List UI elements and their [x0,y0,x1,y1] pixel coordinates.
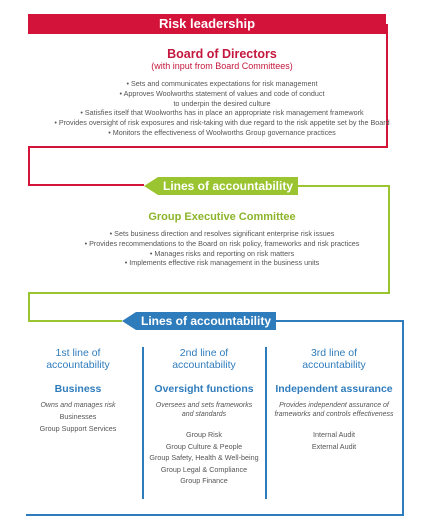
green-connector-tail [28,320,122,322]
board-bullet: • Approves Woolworths statement of values and code of conduct [119,88,325,98]
executive-bullet: • Manages risks and reporting on risk matters [149,248,295,258]
column-items [142,429,266,487]
column-description [142,401,266,419]
blue-connector-top [276,320,404,322]
risk-leadership-header: Risk leadership [28,14,386,34]
green-connector-bottom [28,292,390,294]
column-item: Group Culture & People [165,441,243,451]
column-item: Group Risk [186,430,222,439]
first-line-column [16,347,140,434]
second-line-column [142,347,266,487]
board-bullet: • Provides oversight of risk exposures and risk-taking with due regard to the risk appetite set by the Board [54,118,390,128]
red-connector-left [28,146,30,186]
column-item: Businesses [59,412,97,421]
column-heading-line: 2nd line of [179,347,229,359]
column-description-line: frameworks and controls effectiveness [274,411,394,418]
blue-connector-bottom [26,514,404,516]
board-subtitle: (with input from Board Committees) [151,61,293,71]
board-bullet: • Sets and communicates expectations for risk management [126,79,318,88]
column-heading-line: accountability [172,359,236,371]
red-connector-tail [28,184,144,186]
column-heading-line: accountability [302,359,366,371]
board-bullet: • Satisfies itself that Woolworths has in place an appropriate risk management framework [80,108,364,118]
executive-title: Group Executive Committee [148,211,296,223]
column-title: Independent assurance [275,383,393,395]
column-item: Internal Audit [313,430,355,439]
column-description-line: Owns and manages risk [40,402,116,409]
column-item: Group Support Services [39,423,117,433]
accountability-banner-blue: Lines of accountability [136,312,276,330]
column-item: Group Finance [180,476,228,485]
column-title: Business [54,383,102,395]
executive-bullet-list [0,229,444,268]
column-heading-line: accountability [46,359,110,371]
executive-bullet: • Provides recommendations to the Board on risk policy, frameworks and risk practices [84,238,360,248]
executive-bullet: • Sets business direction and resolves significant enterprise risk issues [109,229,335,238]
green-arrow-head [144,177,158,195]
board-bullet-list [0,79,444,138]
column-item: External Audit [311,441,357,451]
blue-connector-right [402,320,404,516]
column-description [16,401,140,410]
column-description-line: Oversees and sets frameworks [155,402,253,409]
column-items [16,411,140,434]
column-description [269,401,399,419]
third-line-column [269,347,399,452]
blue-arrow-head [122,312,136,330]
column-heading-line: 1st line of [55,347,101,359]
red-connector-bottom [28,146,388,148]
column-item: Group Legal & Compliance [160,464,248,474]
green-connector-left [28,292,30,322]
executive-bullet: • Implements effective risk management in the business units [124,258,320,268]
column-description-line: and standards [181,411,227,418]
column-items [269,429,399,452]
accountability-banner-green: Lines of accountability [158,177,298,195]
board-bullet: • Monitors the effectiveness of Woolworths Group governance practices [108,127,336,137]
board-bullet: to underpin the desired culture [173,98,271,108]
column-heading-line: 3rd line of [310,347,358,359]
column-description-line: Provides independent assurance of [279,402,389,409]
column-item: Group Safety, Health & Well-being [149,453,259,462]
green-connector-top [298,185,390,187]
column-title: Oversight functions [154,383,254,395]
board-title: Board of Directors [167,47,277,61]
